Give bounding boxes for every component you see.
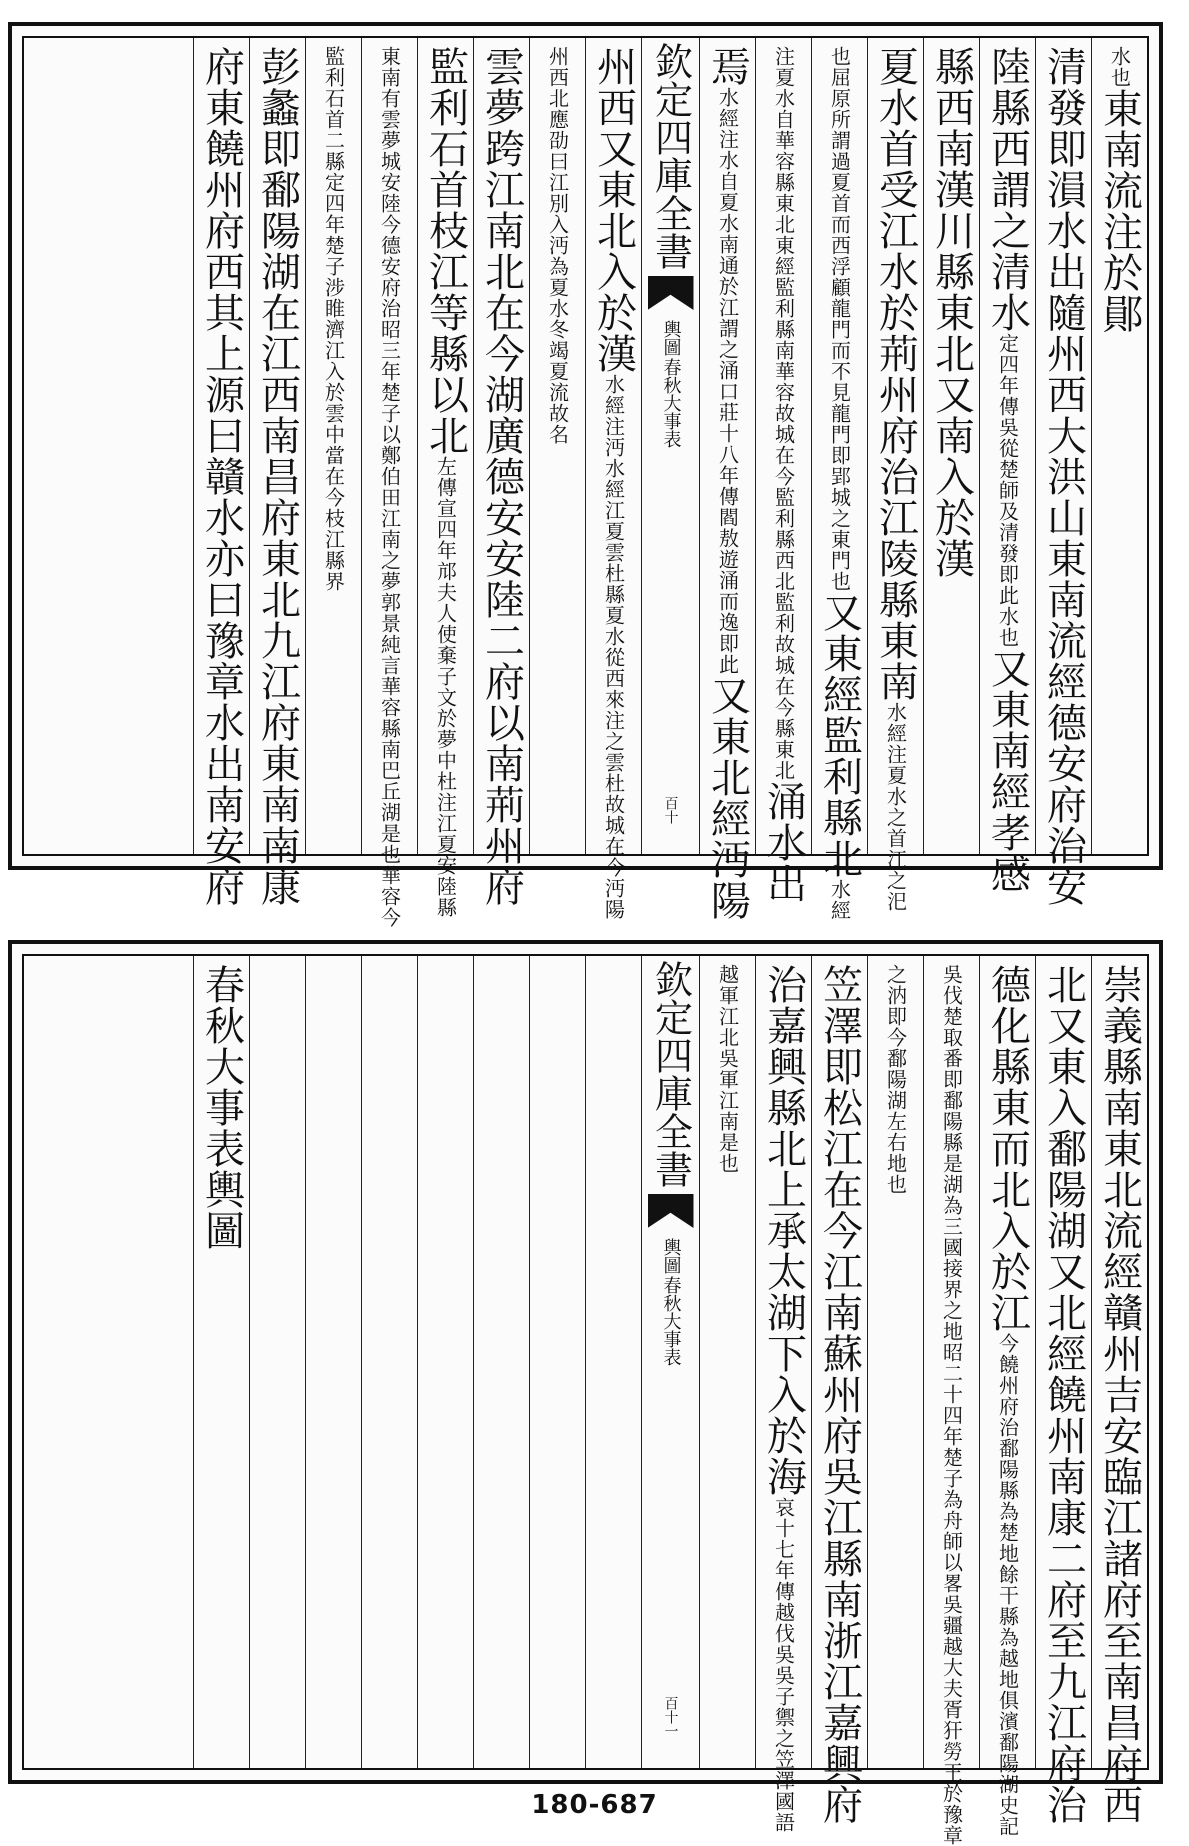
column-text bbox=[871, 46, 921, 912]
top-right-col-8 bbox=[699, 38, 755, 921]
bottom-left-col-4 bbox=[417, 956, 473, 1768]
main-text: 清發即溳水出隨州西大洪山東南流經德安府治安 bbox=[1040, 46, 1087, 907]
top-right-col-3 bbox=[979, 38, 1035, 894]
column-text bbox=[533, 46, 583, 854]
column-text bbox=[1039, 46, 1089, 907]
bottom-left-col-7 bbox=[249, 956, 305, 1768]
column-text bbox=[927, 964, 977, 1846]
main-text: 焉 bbox=[704, 46, 751, 87]
annotation-text: 水經注水自夏水南通於江謂之涌口莊十八年傳閻敖遊涌而逸即此 bbox=[715, 87, 740, 675]
top-right-col-5 bbox=[867, 38, 923, 912]
top-left-col-4 bbox=[417, 38, 473, 918]
annotation-text: 今饒州府治鄱陽縣為楚地餘干縣為越地俱濱鄱陽湖史記 bbox=[995, 1333, 1020, 1837]
spine-title: 欽定四庫全書 bbox=[648, 960, 693, 1188]
fishtail-mark bbox=[648, 1194, 694, 1228]
annotation-text: 水經注夏水之首江之汜 bbox=[883, 702, 908, 912]
column-text bbox=[983, 46, 1033, 894]
annotation-text: 水經 bbox=[827, 879, 852, 921]
annotation-text: 定四年傳吳從楚師及清發即此水也 bbox=[995, 333, 1020, 648]
bottom-left-col-5 bbox=[361, 956, 417, 1768]
column-text bbox=[365, 46, 415, 928]
bottom-center-spine bbox=[641, 956, 699, 1768]
top-left-col-1 bbox=[585, 38, 641, 920]
main-text: 北又東入鄱陽湖又北經饒州南康二府至九江府治 bbox=[1040, 964, 1087, 1825]
bottom-right-col-3 bbox=[979, 956, 1035, 1837]
column-text bbox=[421, 46, 471, 918]
column-text bbox=[1039, 964, 1089, 1825]
column-text bbox=[253, 46, 303, 907]
main-text: 治嘉興縣北上承太湖下入於海 bbox=[760, 964, 807, 1497]
column-text bbox=[815, 964, 865, 1825]
annotation-text: 哀十七年傳越伐吳吳子禦之笠澤國語 bbox=[771, 1497, 796, 1833]
column-text bbox=[927, 46, 977, 854]
column-text bbox=[759, 46, 809, 904]
column-text bbox=[703, 46, 753, 921]
annotation-text: 左傳宣四年邟夫人使棄子文於夢中杜注江夏安陸縣 bbox=[433, 456, 458, 918]
main-text: 東南流注於鄖 bbox=[1096, 88, 1143, 334]
fishtail-mark bbox=[648, 276, 694, 310]
column-text bbox=[589, 46, 639, 920]
main-text: 德化縣東而北入於江 bbox=[984, 964, 1031, 1333]
spine-subtitle-left: 輿圖 bbox=[660, 1238, 682, 1274]
top-left-col-3 bbox=[473, 38, 529, 907]
spine-page-number: 百十一 bbox=[662, 1696, 679, 1738]
spine-title: 欽定四庫全書 bbox=[648, 42, 693, 270]
main-text: 州西又東北入於漢 bbox=[590, 46, 637, 374]
spine-subtitle bbox=[661, 320, 681, 448]
annotation-text: 州西北應劭曰江別入沔為夏水冬竭夏流故名 bbox=[545, 46, 570, 445]
bottom-left-col-1 bbox=[585, 956, 641, 1768]
top-page-frame bbox=[22, 36, 1149, 928]
annotation-text: 也屈原所謂過夏首而西浮顧龍門而不見龍門即郢城之東門也 bbox=[827, 46, 852, 592]
column-text bbox=[197, 964, 247, 1768]
top-left-col-8 bbox=[193, 38, 249, 907]
bottom-right-col-2 bbox=[1035, 956, 1091, 1825]
main-text: 夏水首受江水於荊州府治江陵縣東南 bbox=[872, 46, 919, 702]
top-left-col-7 bbox=[249, 38, 305, 907]
main-text: 涌水出 bbox=[760, 781, 807, 904]
top-right-col-4 bbox=[923, 38, 979, 854]
main-text: 又東南經孝感 bbox=[984, 648, 1031, 894]
annotation-text: 吳伐楚取番即鄱陽縣是湖為三國接界之地昭二十四年楚子為舟師以畧吳疆越大夫胥犴勞王於豫章 bbox=[939, 964, 964, 1846]
spine-page-number: 百十 bbox=[662, 796, 679, 824]
annotation-text: 監利石首二縣定四年楚子涉睢濟江入於雲中當在今枝江縣界 bbox=[321, 46, 346, 592]
annotation-text: 水也 bbox=[1107, 46, 1132, 88]
top-right-col-6 bbox=[811, 38, 867, 921]
annotation-text: 東南有雲夢城安陸今德安府治昭三年楚子以鄭伯田江南之夢郭景純言華容縣南巴丘湖是也華容今 bbox=[377, 46, 402, 928]
annotation-text: 注夏水自華容縣東北東經監利縣南華容故城在今監利縣西北監利故城在今縣東北 bbox=[771, 46, 796, 781]
bottom-left-col-2 bbox=[529, 956, 585, 1768]
annotation-text: 之汭即今鄱陽湖左右地也 bbox=[883, 964, 908, 1195]
bottom-right-col-5 bbox=[867, 956, 923, 1768]
main-text: 陸縣西謂之清水 bbox=[984, 46, 1031, 333]
column-text bbox=[1095, 46, 1145, 854]
top-right-col-2 bbox=[1035, 38, 1091, 907]
main-text: 崇義縣南東北流經贛州吉安臨江諸府至南昌府西 bbox=[1096, 964, 1143, 1825]
main-text: 春秋大事表輿圖 bbox=[198, 964, 245, 1251]
column-text bbox=[759, 964, 809, 1833]
spine-subtitle bbox=[661, 1238, 681, 1366]
top-left-col-5 bbox=[361, 38, 417, 928]
bottom-left-col-8 bbox=[193, 956, 249, 1768]
main-text: 監利石首枝江等縣以北 bbox=[422, 46, 469, 456]
top-left-col-6 bbox=[305, 38, 361, 854]
column-text bbox=[197, 46, 247, 907]
bottom-right-col-7 bbox=[755, 956, 811, 1833]
spine-subtitle-right: 春秋大事表 bbox=[660, 358, 682, 448]
top-center-spine bbox=[641, 38, 699, 854]
bottom-right-col-6 bbox=[811, 956, 867, 1825]
top-right-col-1 bbox=[1091, 38, 1147, 854]
top-book-page bbox=[8, 22, 1163, 928]
top-left-col-2 bbox=[529, 38, 585, 854]
spine-subtitle-left: 輿圖 bbox=[660, 320, 682, 356]
annotation-text: 越軍江北吳軍江南是也 bbox=[715, 964, 740, 1174]
main-text: 笠澤即松江在今江南蘇州府吳江縣南浙江嘉興府 bbox=[816, 964, 863, 1825]
top-right-col-7 bbox=[755, 38, 811, 904]
spine-subtitle-right: 春秋大事表 bbox=[660, 1276, 682, 1366]
bottom-left-col-6 bbox=[305, 956, 361, 1768]
bottom-right-col-4 bbox=[923, 956, 979, 1846]
main-text: 縣西南漢川縣東北又南入於漢 bbox=[928, 46, 975, 579]
main-text: 彭蠡即鄱陽湖在江西南昌府東北九江府東南南康 bbox=[254, 46, 301, 907]
column-text bbox=[703, 964, 753, 1768]
page-code: 180-687 bbox=[531, 1790, 658, 1820]
column-text bbox=[815, 46, 865, 921]
column-text bbox=[309, 46, 359, 854]
main-text: 又東北經沔陽 bbox=[704, 675, 751, 921]
column-text bbox=[983, 964, 1033, 1837]
main-text: 雲夢跨江南北在今湖廣德安安陸二府以南荊州府 bbox=[478, 46, 525, 907]
annotation-text: 水經注沔水經江夏雲杜縣夏水從西來注之雲杜故城在今沔陽 bbox=[601, 374, 626, 920]
bottom-right-col-8 bbox=[699, 956, 755, 1768]
column-text bbox=[477, 46, 527, 907]
main-text: 又東經監利縣北 bbox=[816, 592, 863, 879]
main-text: 府東饒州府西其上源曰贛水亦曰豫章水出南安府 bbox=[198, 46, 245, 907]
bottom-left-col-3 bbox=[473, 956, 529, 1768]
bottom-right-col-1 bbox=[1091, 956, 1147, 1825]
column-text bbox=[871, 964, 921, 1768]
column-text bbox=[1095, 964, 1145, 1825]
